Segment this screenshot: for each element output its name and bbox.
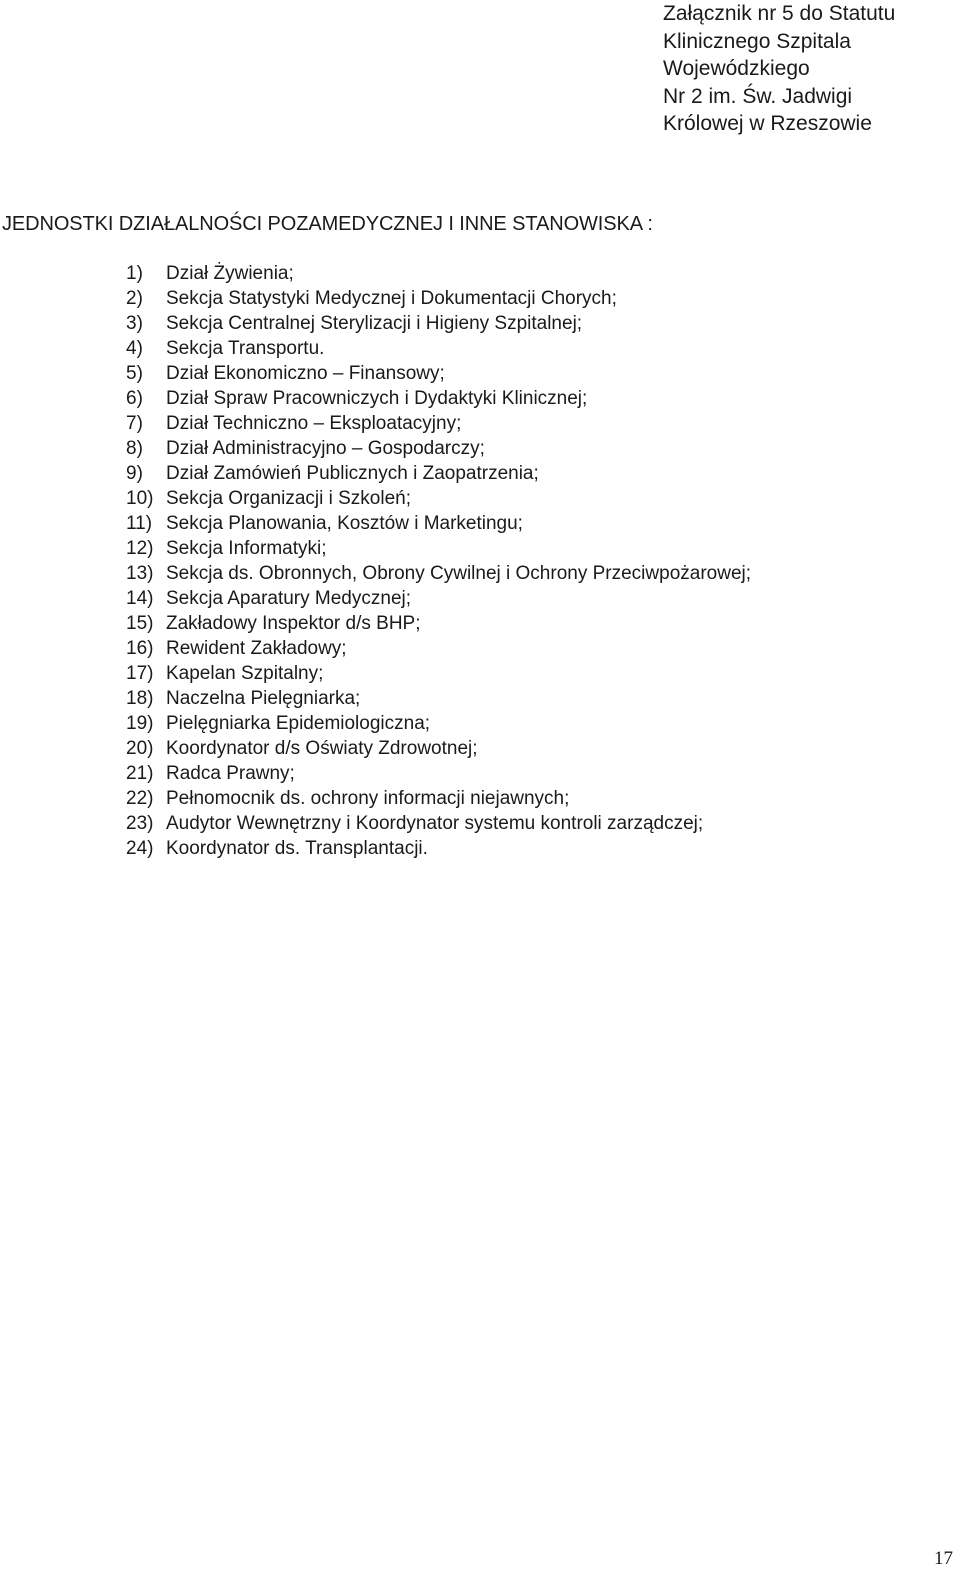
list-item-text: Sekcja Informatyki; [166,538,327,559]
units-list [126,261,751,861]
list-item [126,636,751,661]
list-item-number: 10) [126,488,154,509]
list-item [126,836,751,861]
list-item-text: Sekcja Aparatury Medycznej; [166,588,412,609]
list-item [126,261,751,286]
section-heading: JEDNOSTKI DZIAŁALNOŚCI POZAMEDYCZNEJ I INNE STANOWISKA : [2,213,653,235]
attachment-line: Wojewódzkiego [663,57,810,80]
list-item-text: Sekcja Planowania, Kosztów i Marketingu; [166,513,523,534]
list-item-number: 4) [126,338,143,359]
list-item-number: 14) [126,588,154,609]
list-item-number: 17) [126,663,154,684]
list-item [126,736,751,761]
list-item [126,661,751,686]
list-item-number: 18) [126,688,154,709]
list-item-text: Sekcja ds. Obronnych, Obrony Cywilnej i Ochrony Przeciwpożarowej; [166,563,752,584]
list-item-text: Dział Administracyjno – Gospodarczy; [166,438,485,459]
list-item [126,361,751,386]
attachment-note [663,0,953,138]
list-item-text: Sekcja Centralnej Sterylizacji i Higieny Szpitalnej; [166,313,583,334]
list-item [126,686,751,711]
list-item-number: 24) [126,838,154,859]
list-item [126,336,751,361]
list-item-text: Dział Techniczno – Eksploatacyjny; [166,413,462,434]
list-item-text: Sekcja Statystyki Medycznej i Dokumentacji Chorych; [166,288,617,309]
attachment-line: Nr 2 im. Św. Jadwigi [663,84,853,108]
list-item [126,411,751,436]
list-item-number: 1) [126,263,143,284]
list-item-text: Sekcja Organizacji i Szkoleń; [166,488,411,509]
list-item-text: Koordynator d/s Oświaty Zdrowotnej; [166,738,478,759]
list-item-number: 8) [126,438,143,459]
list-item [126,611,751,636]
list-item-text: Pielęgniarka Epidemiologiczna; [166,713,431,734]
page-number: 17 [934,1548,953,1569]
list-item-number: 11) [126,513,153,534]
list-item-text: Audytor Wewnętrzny i Koordynator systemu kontroli zarządczej; [166,813,704,834]
list-item [126,386,751,411]
list-item-number: 16) [126,638,154,659]
list-item-number: 23) [126,813,154,834]
list-item [126,436,751,461]
list-item-text: Dział Żywienia; [166,263,294,284]
list-item [126,511,751,536]
list-item-text: Pełnomocnik ds. ochrony informacji niejawnych; [166,788,570,809]
list-item-number: 20) [126,738,154,759]
list-item-text: Naczelna Pielęgniarka; [166,688,361,709]
list-item [126,311,751,336]
list-item-text: Radca Prawny; [166,763,295,784]
attachment-line: Załącznik nr 5 do Statutu [663,2,896,25]
list-item-number: 6) [126,388,143,409]
list-item-text: Dział Zamówień Publicznych i Zaopatrzenia; [166,463,539,484]
list-item [126,586,751,611]
list-item [126,761,751,786]
list-item [126,536,751,561]
list-item-number: 21) [126,763,154,784]
list-item-number: 13) [126,563,154,584]
list-item-number: 22) [126,788,154,809]
list-item [126,561,751,586]
list-item-text: Dział Spraw Pracowniczych i Dydaktyki Klinicznej; [166,388,588,409]
list-item-text: Zakładowy Inspektor d/s BHP; [166,613,421,634]
list-item-number: 2) [126,288,143,309]
list-item-number: 12) [126,538,154,559]
list-item-number: 5) [126,363,143,384]
list-item [126,461,751,486]
list-item [126,786,751,811]
list-item-number: 9) [126,463,143,484]
list-item [126,486,751,511]
list-item-number: 19) [126,713,154,734]
list-item [126,811,751,836]
list-item [126,286,751,311]
attachment-line: Królowej w Rzeszowie [663,112,872,135]
list-item-text: Kapelan Szpitalny; [166,663,324,684]
list-item-text: Sekcja Transportu. [166,338,325,359]
list-item-number: 3) [126,313,143,334]
list-item [126,711,751,736]
list-item-number: 15) [126,613,154,634]
list-item-text: Rewident Zakładowy; [166,638,347,659]
list-item-text: Koordynator ds. Transplantacji. [166,838,428,859]
attachment-line: Klinicznego Szpitala [663,29,851,53]
list-item-text: Dział Ekonomiczno – Finansowy; [166,363,445,384]
list-item-number: 7) [126,413,143,434]
